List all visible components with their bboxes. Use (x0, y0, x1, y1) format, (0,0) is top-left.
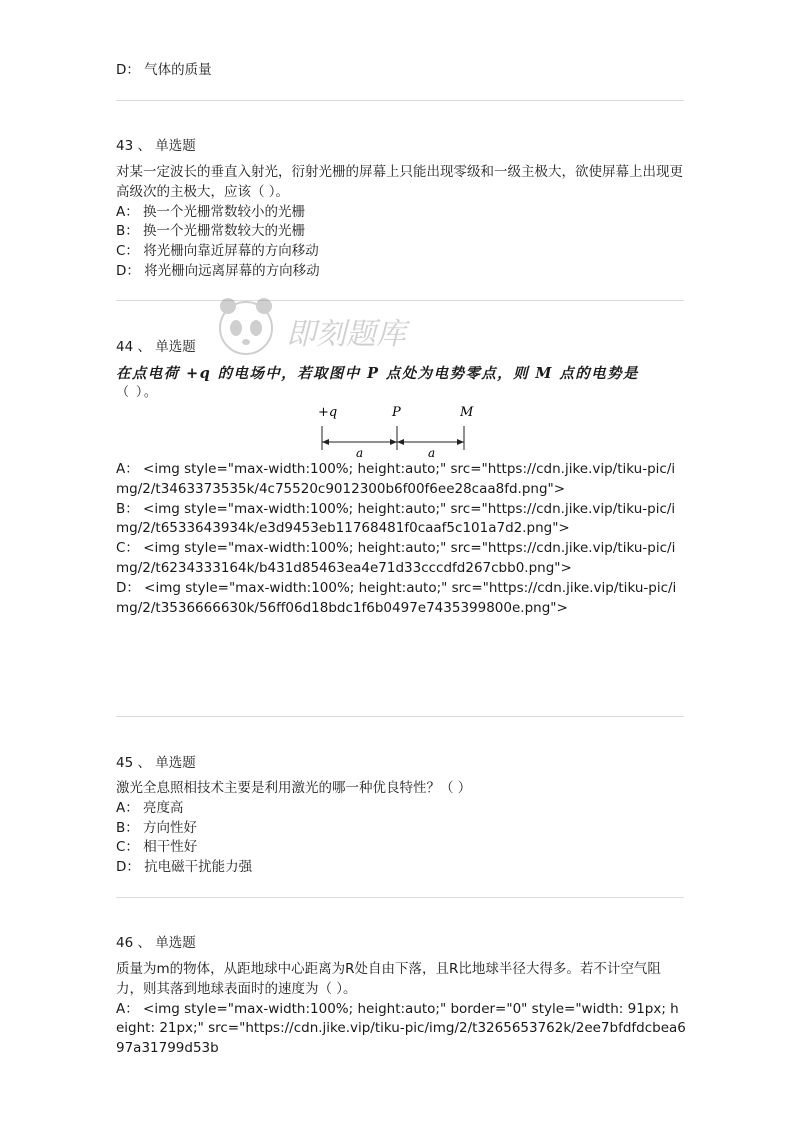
question-43-option-c[interactable]: C： 将光栅向靠近屏幕的方向移动 (116, 243, 319, 260)
question-45-option-a[interactable]: A： 亮度高 (116, 799, 184, 816)
question-43-head: 43 、 单选题 (116, 138, 196, 154)
question-45-option-b[interactable]: B： 方向性好 (116, 819, 198, 836)
question-43-option-d[interactable]: D： 将光栅向远离屏幕的方向移动 (116, 262, 320, 279)
question-45-option-d[interactable]: D： 抗电磁干扰能力强 (116, 859, 253, 876)
question-43-stem: 对某一定波长的垂直入射光，衍射光栅的屏幕上只能出现零级和一级主极大，欲使屏幕上出现更高级次的主极大，应该（ ）。 (116, 164, 683, 200)
question-43-option-b[interactable]: B： 换一个光栅常数较大的光栅 (116, 223, 306, 240)
separator (116, 100, 684, 101)
separator (116, 897, 684, 898)
question-45 (116, 779, 686, 878)
question-45-option-c[interactable]: C： 相干性好 (116, 839, 198, 856)
question-45-stem: 激光全息照相技术主要是利用激光的哪一种优良特性？（ ） (116, 780, 472, 796)
figure-a2-label: a (428, 446, 436, 460)
figure-p-label: P (392, 405, 401, 420)
prev-option-d: D： 气体的质量 (116, 62, 212, 78)
question-44-option-a[interactable]: A： <img style="max-width:100%; height:auto;" src="https://cdn.jike.vip/tiku-pic/img/2/t3463373535k/4c75520c9012300b6f00f6ee28caa8fd.png"> (116, 461, 676, 497)
watermark-text: 即刻题库 (286, 317, 406, 352)
question-44-stem-image-2: （ ）。 (116, 385, 159, 400)
separator (116, 716, 684, 717)
question-44-head: 44 、 单选题 (116, 339, 196, 355)
separator (116, 300, 684, 301)
figure-m-label: M (460, 405, 474, 420)
question-44-stem-image: 在点电荷 +q 的电场中，若取图中 P 点处为电势零点，则 M 点的电势是 (116, 365, 639, 382)
question-46-head: 46 、 单选题 (116, 935, 196, 951)
question-44-option-d[interactable]: D： <img style="max-width:100%; height:auto;" src="https://cdn.jike.vip/tiku-pic/img/2/t3536666630k/56ff06d18bdc1f6b0497e7435399800e.png"> (116, 579, 677, 616)
question-43 (116, 163, 686, 282)
figure-charge-label: +q (318, 405, 338, 420)
figure-a1-label: a (356, 446, 364, 460)
panda-icon (220, 298, 272, 354)
question-46 (116, 960, 686, 1059)
question-44-options (116, 460, 686, 618)
question-46-stem: 质量为m的物体，从距地球中心距离为R处自由下落，且R比地球半径大得多。若不计空气阻力，则其落到地球表面时的速度为（ ）。 (116, 961, 661, 997)
question-44-option-c[interactable]: C： <img style="max-width:100%; height:auto;" src="https://cdn.jike.vip/tiku-pic/img/2/t6234333164k/b431d85463ea4e71d33cccdfd267cbb0.png"> (116, 540, 676, 576)
question-46-option-a[interactable]: A： <img style="max-width:100%; height:auto;" border="0" style="width: 91px; height: 21px;" src="https://cdn.jike.vip/tiku-pic/img/2/t3265653762k/2ee7bfdfdcbea697a31799d53b (116, 1000, 686, 1057)
question-44-option-b[interactable]: B： <img style="max-width:100%; height:auto;" src="https://cdn.jike.vip/tiku-pic/img/2/t6533643934k/e3d9453eb11768481f0caaf5c101a7d2.png"> (116, 500, 676, 537)
question-45-head: 45 、 单选题 (116, 755, 196, 771)
question-43-option-a[interactable]: A： 换一个光栅常数较小的光栅 (116, 203, 306, 220)
question-44-figure (316, 402, 486, 460)
